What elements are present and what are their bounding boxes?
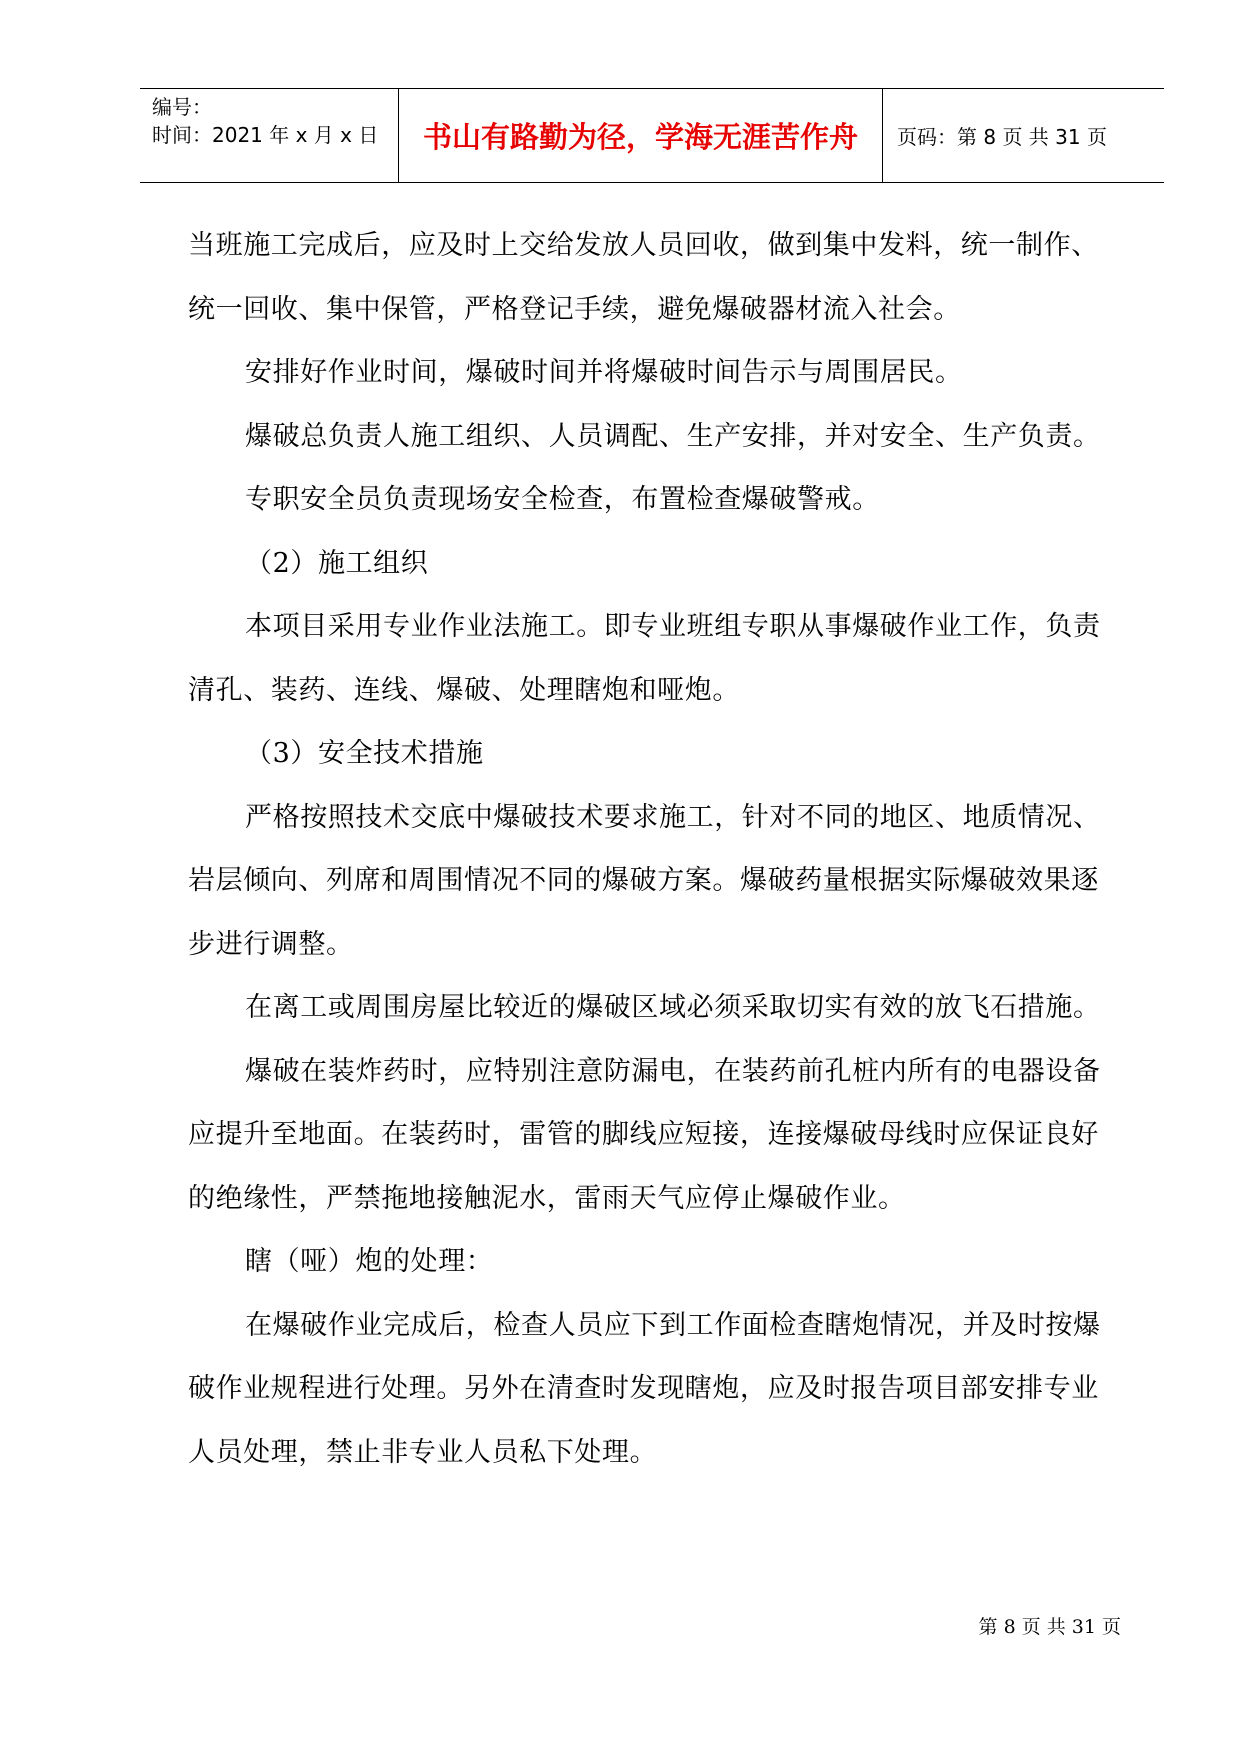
- header-motto: 书山有路勤为径，学海无涯苦作舟: [399, 89, 883, 182]
- paragraph: 瞎（哑）炮的处理：: [245, 1246, 494, 1277]
- paragraph: 安排好作业时间，爆破时间并将爆破时间告示与周围居民。: [245, 357, 963, 388]
- paragraph: 本项目采用专业作业法施工。即专业班组专职从事爆破作业工作，负责清孔、装药、连线、爆破、处理瞎炮和哑炮。: [188, 611, 1101, 706]
- section-heading: （3）安全技术措施: [245, 738, 484, 769]
- section-heading: （2）施工组织: [245, 547, 429, 579]
- document-time-label: 时间：2021 年 x 月 x 日: [152, 123, 379, 147]
- paragraph: 爆破在装炸药时，应特别注意防漏电，在装药前孔桩内所有的电器设备应提升至地面。在装药时，雷管的脚线应短接，连接爆破母线时应保证良好的绝缘性，严禁拖地接触泥水，雷雨天气应停止爆破作业。: [188, 1055, 1101, 1214]
- paragraph: 专职安全员负责现场安全检查，布置检查爆破警戒。: [245, 484, 880, 515]
- paragraph: 爆破总负责人施工组织、人员调配、生产安排，并对安全、生产负责。: [245, 420, 1101, 452]
- paragraph: 在离工或周围房屋比较近的爆破区域必须采取切实有效的放飞石措施。: [245, 992, 1101, 1023]
- paragraph: 严格按照技术交底中爆破技术要求施工，针对不同的地区、地质情况、岩层倾向、列席和周围情况不同的爆破方案。爆破药量根据实际爆破效果逐步进行调整。: [188, 801, 1101, 960]
- paragraph: 当班施工完成后，应及时上交给发放人员回收，做到集中发料，统一制作、统一回收、集中保管，严格登记手续，避免爆破器材流入社会。: [188, 230, 1099, 325]
- header-page-number: 页码：第 8 页 共 31 页: [897, 125, 1107, 149]
- document-header: [140, 88, 1164, 183]
- document-number-label: 编号：: [152, 95, 212, 119]
- paragraph: 在爆破作业完成后，检查人员应下到工作面检查瞎炮情况，并及时按爆破作业规程进行处理。另外在清查时发现瞎炮，应及时报告项目部安排专业人员处理，禁止非专业人员私下处理。: [188, 1309, 1101, 1468]
- document-body: [188, 214, 1122, 1484]
- page-footer: 第 8 页 共 31 页: [978, 1616, 1121, 1638]
- header-meta: [140, 89, 399, 182]
